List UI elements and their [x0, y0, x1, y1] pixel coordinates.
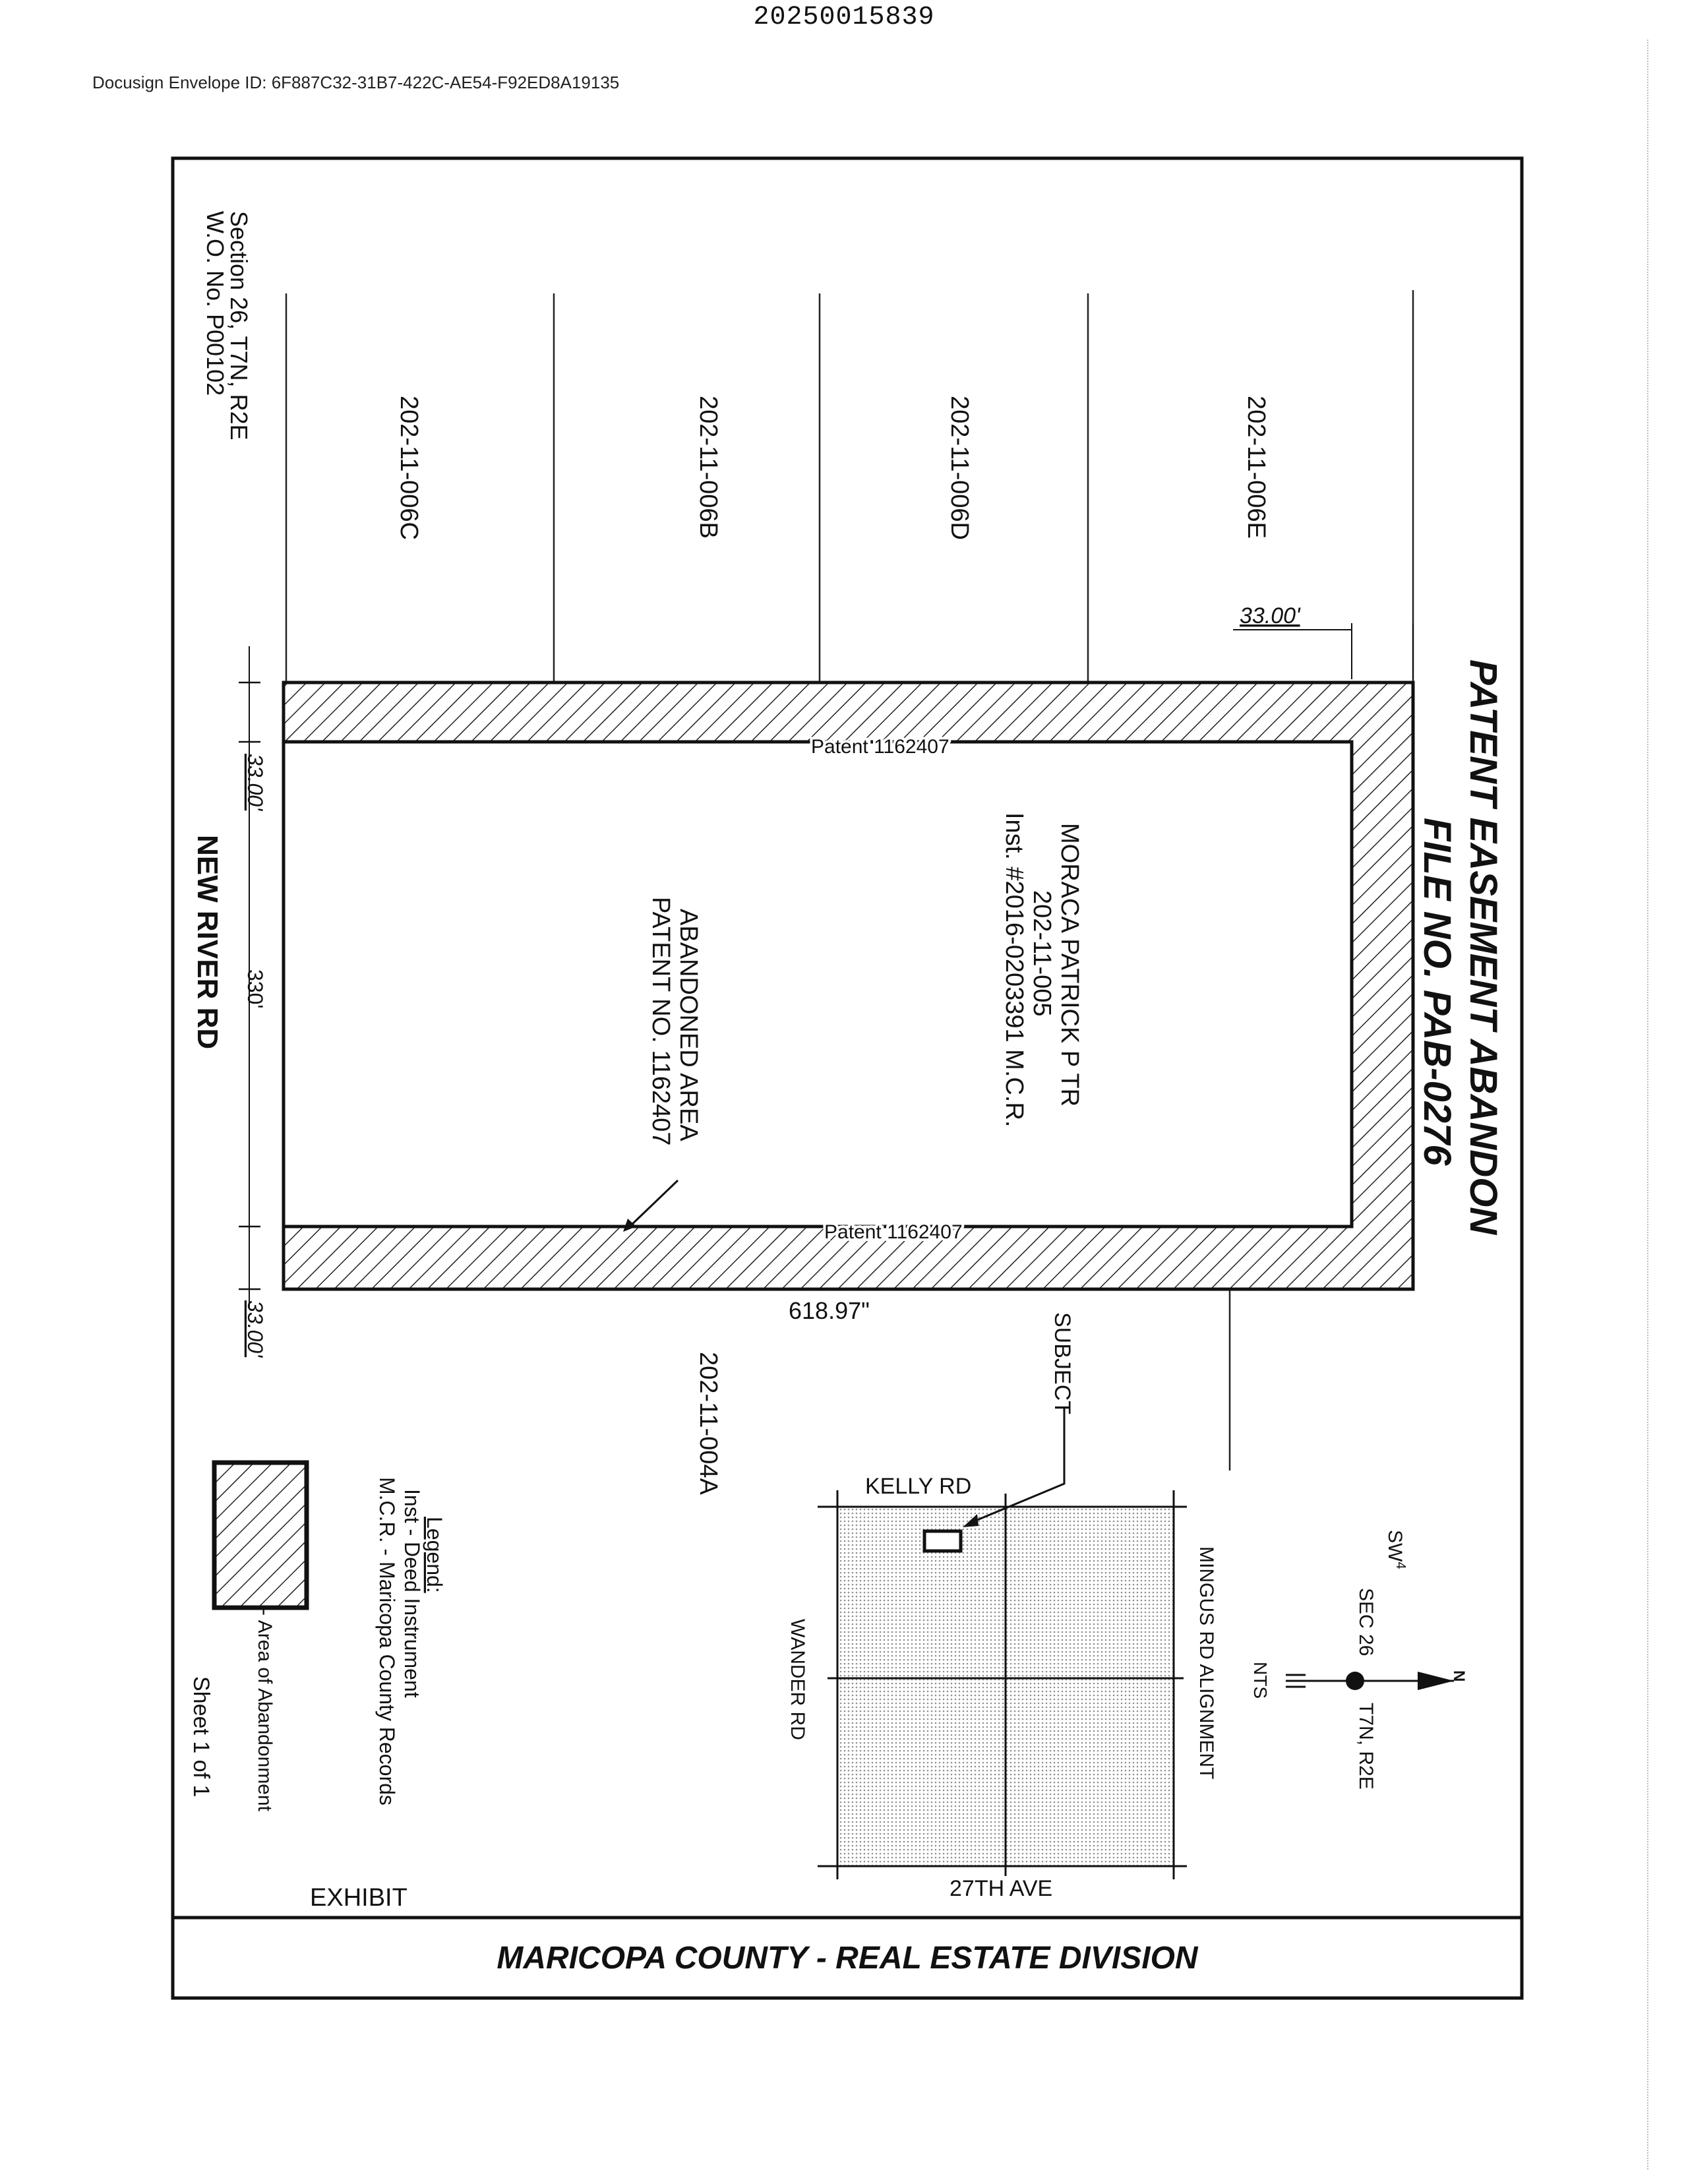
vicinity-kelly: KELLY RD — [865, 1474, 972, 1499]
exhibit-label: EXHIBIT — [310, 1884, 407, 1912]
docusign-envelope-id: Docusign Envelope ID: 6F887C32-31B7-422C-AE54-F92ED8A19135 — [92, 73, 620, 92]
legend-area: - Area of Abandonment — [254, 1609, 276, 1811]
section-label: Section 26, T7N, R2E — [226, 211, 253, 440]
vicinity-subject: SUBJECT — [1050, 1312, 1075, 1414]
vicinity-nts: NTS — [1250, 1662, 1271, 1699]
footer-title: MARICOPA COUNTY - REAL ESTATE DIVISION — [497, 1941, 1198, 1976]
subject-apn: 202-11-005 — [1028, 890, 1056, 1017]
subject-instrument: Inst. #2016-0203391 M.C.R. — [1000, 812, 1028, 1128]
patent-label-top: Patent 1162407 — [811, 736, 950, 758]
recording-number: 20250015839 — [753, 3, 935, 32]
north-arrow-icon — [1286, 1672, 1454, 1690]
legend-mcr: M.C.R. - Maricopa County Records — [375, 1477, 399, 1805]
dim-top-width: 33.00' — [1240, 603, 1300, 628]
abandoned-easement-hatch — [284, 682, 1413, 1289]
north-label: N — [1450, 1670, 1468, 1682]
work-order-label: W.O. No. P00102 — [202, 211, 229, 396]
dim-length: 618.97" — [789, 1297, 870, 1324]
vicinity-wander: WANDER RD — [787, 1619, 808, 1740]
dim-road-right: 33.00' — [243, 1300, 267, 1358]
title-line-1: PATENT EASEMENT ABANDON — [1462, 659, 1505, 1235]
subject-owner: MORACA PATRICK P TR — [1056, 823, 1083, 1107]
legend-inst: Inst - Deed Instrument — [400, 1489, 424, 1698]
parcel-006c: 202-11-006C — [395, 396, 423, 541]
vicinity-twp: T7N, R2E — [1355, 1703, 1377, 1790]
vicinity-sw: $SW^4$ — [1384, 1530, 1408, 1569]
parcel-004a: 202-11-004A — [694, 1352, 722, 1495]
sheet-number: Sheet 1 of 1 — [189, 1676, 214, 1798]
parcel-006d: 202-11-006D — [946, 396, 973, 541]
legend-heading: Legend: — [423, 1517, 446, 1593]
parcel-006b: 202-11-006B — [694, 396, 722, 539]
legend-hatch-swatch — [214, 1463, 307, 1608]
vicinity-27th: 27TH AVE — [950, 1876, 1053, 1901]
abandoned-patent-label: PATENT NO. 1162407 — [647, 897, 675, 1146]
abandoned-area-label: ABANDONED AREA — [675, 909, 702, 1141]
parcel-006e: 202-11-006E — [1242, 396, 1270, 539]
vicinity-sec: SEC 26 — [1355, 1588, 1377, 1656]
dim-road-mid: 330' — [243, 969, 267, 1009]
road-name: NEW RIVER RD — [191, 835, 224, 1050]
dim-road-left: 33.00' — [243, 754, 267, 811]
patent-label-bottom: Patent 1162407 — [824, 1221, 963, 1243]
title-line-2: FILE NO. PAB-0276 — [1416, 818, 1459, 1166]
vicinity-mingus: MINGUS RD ALIGNMENT — [1195, 1546, 1217, 1780]
subject-parcel-marker — [924, 1531, 961, 1551]
